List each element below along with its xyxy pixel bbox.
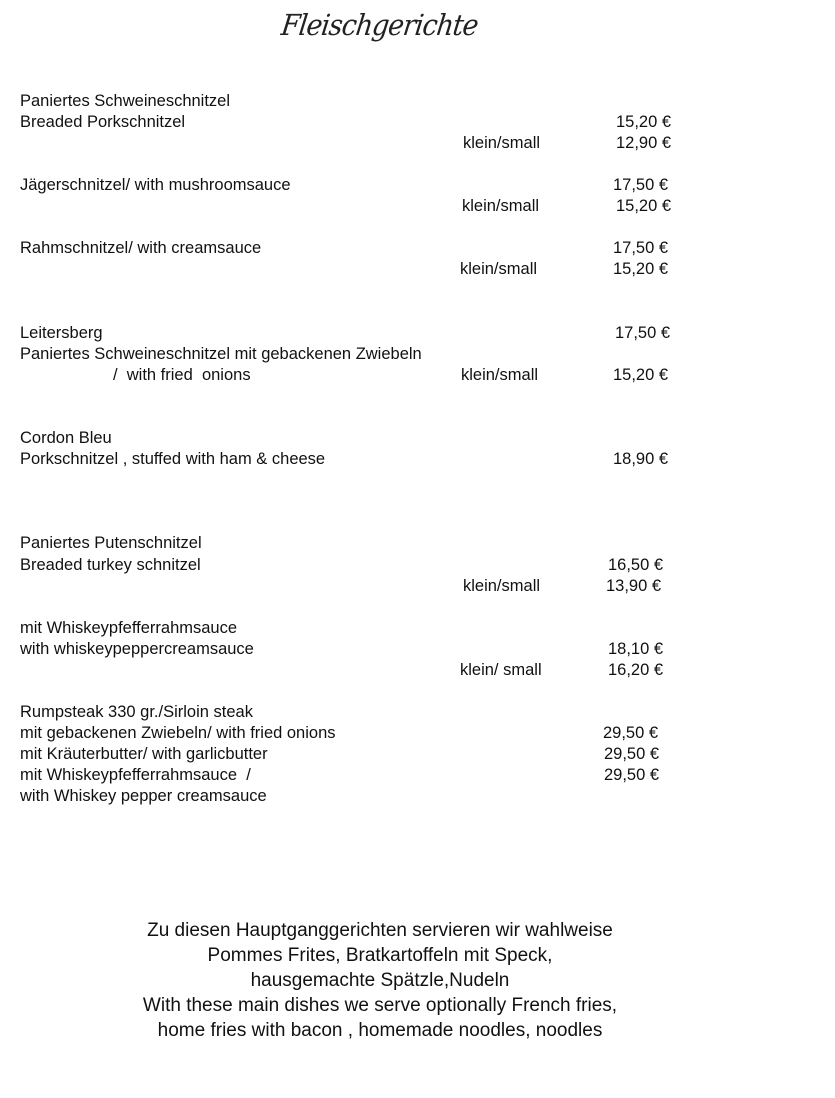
- item-option: mit gebackenen Zwiebeln/ with fried onions: [20, 724, 336, 742]
- item-name-de: Paniertes Putenschnitzel: [20, 534, 202, 552]
- small-price: 16,20 €: [608, 661, 664, 679]
- item-price: 17,50 €: [613, 176, 669, 194]
- footer-line: Pommes Frites, Bratkartoffeln mit Speck,: [207, 945, 553, 966]
- item-name-en: Breaded Porkschnitzel: [20, 113, 186, 131]
- small-price: 15,20 €: [613, 366, 669, 384]
- small-label: klein/small: [462, 197, 540, 215]
- item-price: 18,10 €: [608, 640, 664, 658]
- item-price: 16,50 €: [608, 556, 664, 574]
- item-price: 15,20 €: [616, 113, 672, 131]
- footer-line: Zu diesen Hauptganggerichten servieren wir wahlweise: [147, 920, 613, 941]
- item-name: Rumpsteak 330 gr./Sirloin steak: [20, 703, 253, 721]
- menu-title: Fleischgerichte: [279, 8, 481, 42]
- footer-line: home fries with bacon , homemade noodles, noodles: [157, 1020, 603, 1041]
- item-option-price: 29,50 €: [604, 766, 660, 784]
- item-price: 18,90 €: [613, 450, 669, 468]
- small-label: klein/ small: [460, 661, 542, 679]
- item-name-en: Breaded turkey schnitzel: [20, 556, 201, 574]
- side-dishes-note: [0, 918, 760, 1043]
- item-option: mit Kräuterbutter/ with garlicbutter: [20, 745, 268, 763]
- item-name-en: with whiskeypeppercreamsauce: [20, 640, 254, 658]
- item-name: Cordon Bleu: [20, 429, 112, 447]
- small-label: klein/small: [463, 134, 541, 152]
- item-name-de: Paniertes Schweineschnitzel: [20, 92, 231, 110]
- item-price: 17,50 €: [613, 239, 669, 257]
- item-option-price: 29,50 €: [603, 724, 659, 742]
- small-label: klein/small: [460, 260, 538, 278]
- item-name: Jägerschnitzel/ with mushroomsauce: [20, 176, 291, 194]
- small-price: 15,20 €: [613, 260, 669, 278]
- small-price: 13,90 €: [606, 577, 662, 595]
- footer-line: hausgemachte Spätzle,Nudeln: [250, 970, 510, 991]
- small-label: klein/small: [463, 577, 541, 595]
- item-price: 17,50 €: [615, 324, 671, 342]
- item-name: Rahmschnitzel/ with creamsauce: [20, 239, 262, 257]
- footer-line: With these main dishes we serve optionally French fries,: [142, 995, 618, 1016]
- small-price: 15,20 €: [616, 197, 672, 215]
- item-description: Porkschnitzel , stuffed with ham & cheese: [20, 450, 326, 468]
- item-option-en: with Whiskey pepper creamsauce: [20, 787, 267, 805]
- item-description-de: Paniertes Schweineschnitzel mit gebackenen Zwiebeln: [20, 345, 422, 363]
- small-label: klein/small: [461, 366, 539, 384]
- item-option-price: 29,50 €: [604, 745, 660, 763]
- item-description-en: / with fried onions: [113, 366, 251, 384]
- item-name: Leitersberg: [20, 324, 103, 342]
- small-price: 12,90 €: [616, 134, 672, 152]
- item-name-de: mit Whiskeypfefferrahmsauce: [20, 619, 238, 637]
- item-option: mit Whiskeypfefferrahmsauce /: [20, 766, 251, 784]
